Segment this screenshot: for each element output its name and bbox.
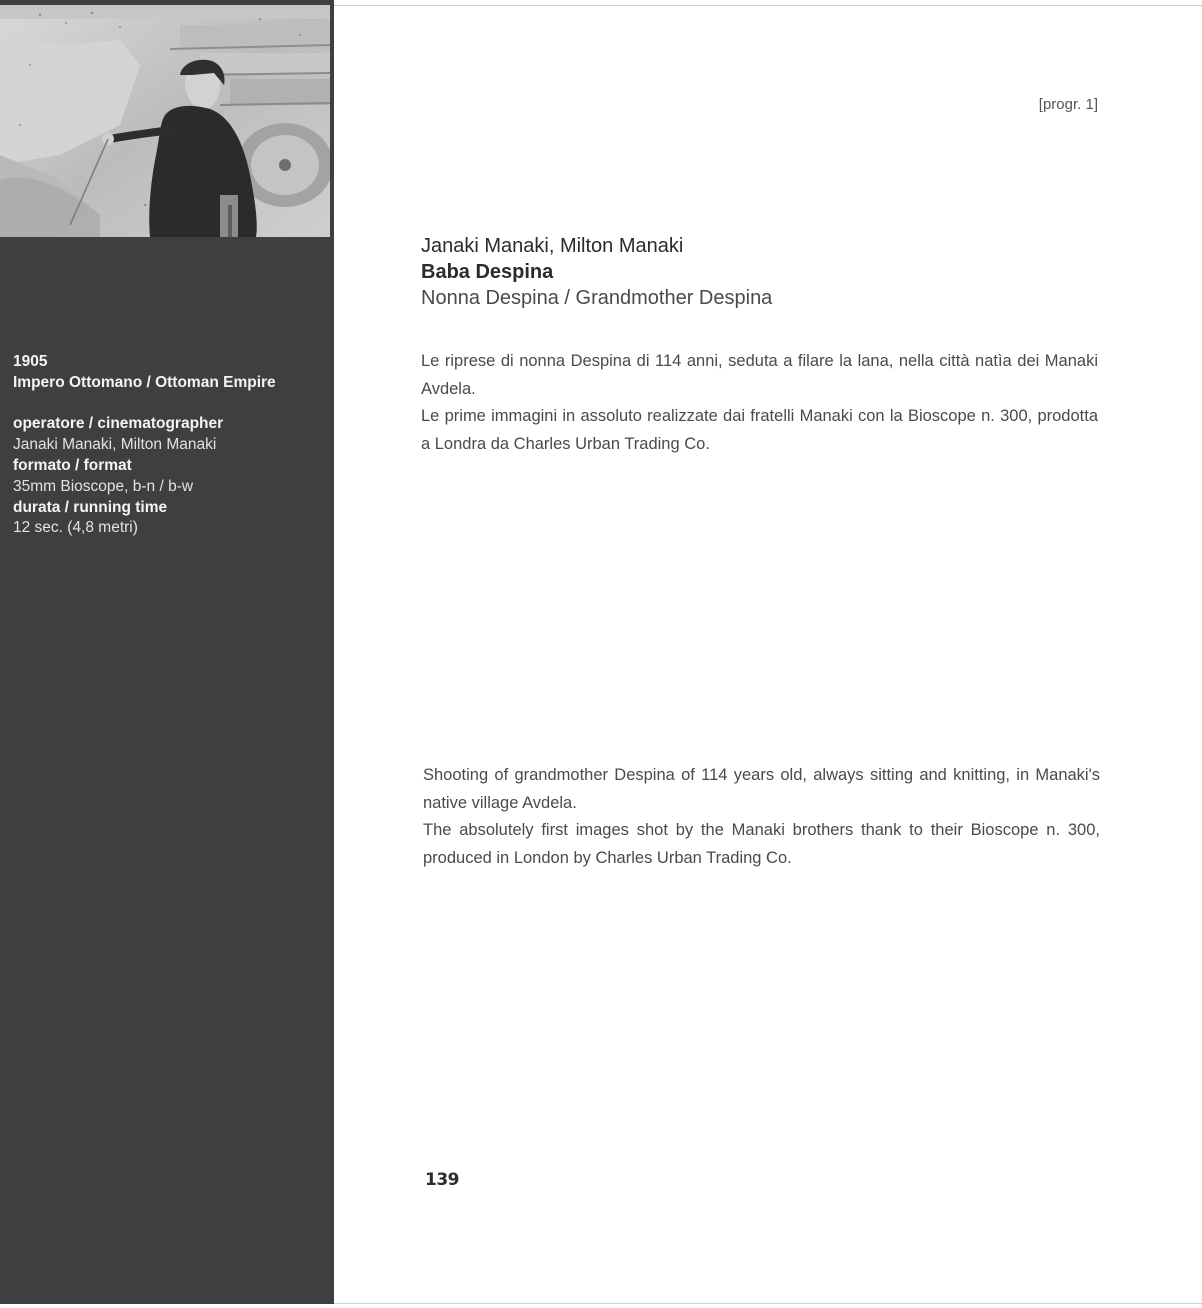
page-number: 139 <box>425 1170 459 1190</box>
format-value: 35mm Bioscope, b-n / b-w <box>13 477 194 495</box>
film-still-photo <box>0 5 330 237</box>
description-italian <box>421 348 1098 458</box>
description-english <box>423 762 1100 872</box>
description-english-line: The absolutely first images shot by the Manaki brothers thank to their Bioscope n. 300, produced in London by Charles Urban Trading Co. <box>423 821 1100 867</box>
film-authors: Janaki Manaki, Milton Manaki <box>421 235 684 257</box>
description-english-line: Shooting of grandmother Despina of 114 years old, always sitting and knitting, in Manaki's native village Avdela. <box>423 766 1100 812</box>
top-rule <box>330 5 1202 6</box>
format-label: formato / format <box>13 456 132 474</box>
film-translated-title: Nonna Despina / Grandmother Despina <box>421 287 773 309</box>
film-country: Impero Ottomano / Ottoman Empire <box>13 373 276 391</box>
bottom-rule <box>330 1303 1202 1304</box>
film-technical-info <box>13 352 323 539</box>
cinematographer-value: Janaki Manaki, Milton Manaki <box>13 436 217 454</box>
info-sidebar <box>0 0 334 1304</box>
running-time-value: 12 sec. (4,8 metri) <box>13 519 138 537</box>
description-italian-line: Le riprese di nonna Despina di 114 anni, seduta a filare la lana, nella città natìa dei Manaki Avdela. <box>421 352 1098 398</box>
film-still-image <box>0 5 330 237</box>
cinematographer-label: operatore / cinematographer <box>13 415 224 433</box>
film-title: Baba Despina <box>421 261 554 283</box>
description-italian-line: Le prime immagini in assoluto realizzate dai fratelli Manaki con la Bioscope n. 300, prodotta a Londra da Charles Urban Trading Co. <box>421 407 1098 453</box>
running-time-label: durata / running time <box>13 498 168 516</box>
film-header <box>421 233 1101 311</box>
film-year: 1905 <box>13 353 48 370</box>
program-tag: [progr. 1] <box>1038 96 1098 113</box>
